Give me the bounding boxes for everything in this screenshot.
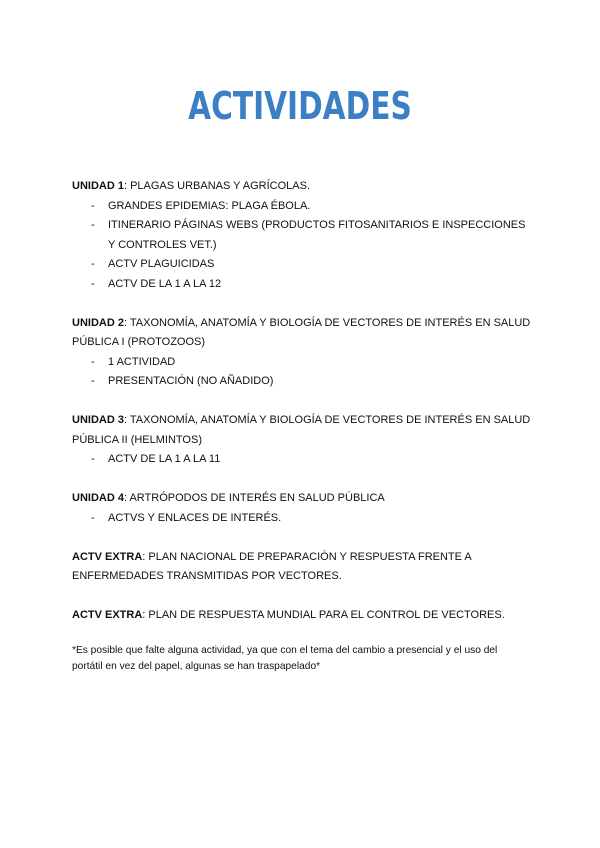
unit-items bbox=[72, 450, 532, 470]
extra-activity-1 bbox=[72, 548, 532, 587]
unit-text: : TAXONOMÍA, ANATOMÍA Y BIOLOGÍA DE VECTORES DE INTERÉS EN SALUD PÚBLICA II (HELMINTOS) bbox=[72, 414, 531, 446]
list-item: - ACTV DE LA 1 A LA 12 bbox=[72, 275, 532, 295]
unit-label: UNIDAD 2 bbox=[72, 316, 124, 329]
page-title: ACTIVIDADES bbox=[188, 84, 412, 128]
unit-label: ACTV EXTRA bbox=[72, 550, 143, 563]
list-item: - GRANDES EPIDEMIAS: PLAGA ÉBOLA. bbox=[72, 197, 532, 217]
unit-3 bbox=[72, 411, 532, 470]
unit-2 bbox=[72, 314, 532, 392]
unit-label: UNIDAD 1 bbox=[72, 180, 124, 192]
list-item: - ACTVS Y ENLACES DE INTERÉS. bbox=[72, 509, 532, 529]
unit-1 bbox=[72, 177, 532, 294]
unit-label: UNIDAD 3 bbox=[72, 414, 124, 426]
unit-heading bbox=[72, 314, 532, 353]
unit-heading bbox=[72, 489, 532, 509]
unit-text: : ARTRÓPODOS DE INTERÉS EN SALUD PÚBLICA bbox=[123, 492, 385, 504]
list-item: - PRESENTACIÓN (NO AÑADIDO) bbox=[72, 372, 532, 392]
unit-4 bbox=[72, 489, 532, 528]
unit-text: : TAXONOMÍA, ANATOMÍA Y BIOLOGÍA DE VECTORES DE INTERÉS EN SALUD PÚBLICA I (PROTOZOOS) bbox=[72, 316, 531, 348]
list-item: - ITINERARIO PÁGINAS WEBS (PRODUCTOS FITOSANITARIOS E INSPECCIONES Y CONTROLES VET.) bbox=[72, 216, 532, 255]
unit-heading bbox=[72, 177, 532, 197]
unit-text: : PLAGAS URBANAS Y AGRÍCOLAS. bbox=[123, 180, 311, 192]
unit-text: : PLAN DE RESPUESTA MUNDIAL PARA EL CONTROL DE VECTORES. bbox=[142, 609, 505, 621]
unit-heading bbox=[72, 411, 532, 450]
unit-heading bbox=[72, 606, 532, 626]
footnote: *Es posible que falte alguna actividad, ya que con el tema del cambio a presencial y el uso del portátil en vez del papel, algunas se han traspapelado* bbox=[72, 645, 498, 672]
list-item: - 1 ACTIVIDAD bbox=[72, 353, 532, 373]
unit-text: : PLAN NACIONAL DE PREPARACIÓN Y RESPUESTA FRENTE A ENFERMEDADES TRANSMITIDAS POR VECTORES. bbox=[72, 550, 472, 582]
unit-heading bbox=[72, 548, 532, 587]
unit-items bbox=[72, 509, 532, 529]
document-body bbox=[72, 177, 532, 685]
unit-items bbox=[72, 353, 532, 392]
unit-label: ACTV EXTRA bbox=[72, 609, 143, 621]
unit-items bbox=[72, 197, 532, 295]
list-item: - ACTV PLAGUICIDAS bbox=[72, 255, 532, 275]
unit-label: UNIDAD 4 bbox=[72, 492, 124, 504]
extra-activity-2 bbox=[72, 606, 532, 626]
list-item: - ACTV DE LA 1 A LA 11 bbox=[72, 450, 532, 470]
